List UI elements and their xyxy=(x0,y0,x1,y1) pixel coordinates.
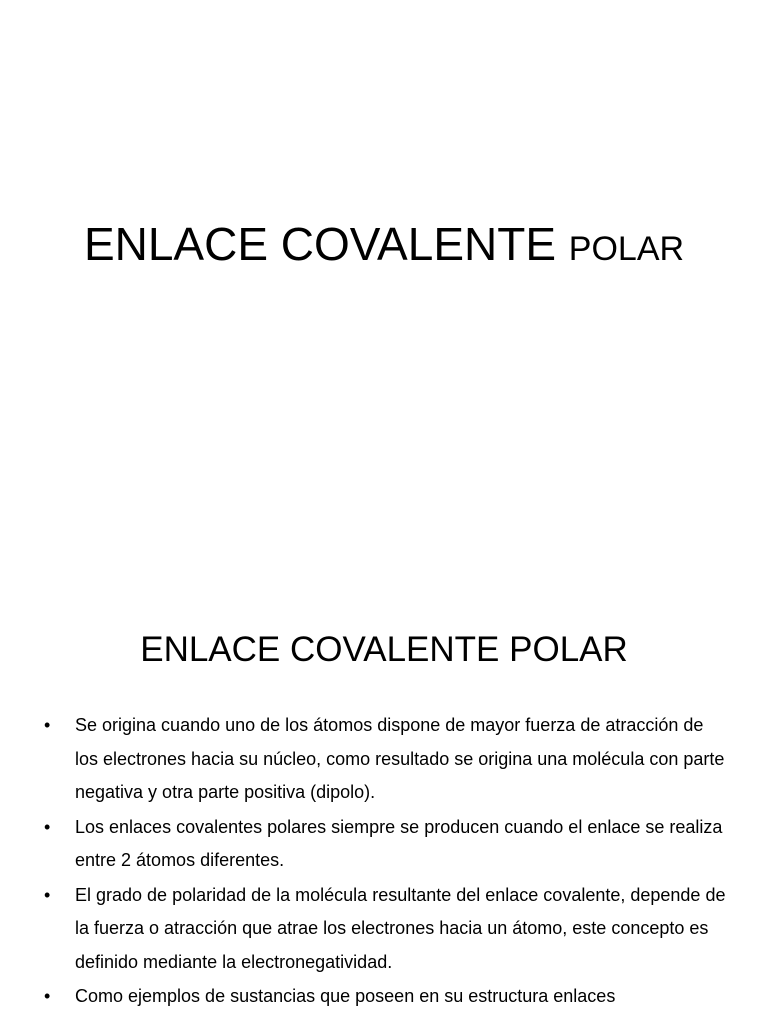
bullet-text: Como ejemplos de sustancias que poseen en su estructura enlaces xyxy=(75,986,616,1006)
bullet-text: Los enlaces covalentes polares siempre se producen cuando el enlace se realiza entre 2 átomos diferentes. xyxy=(75,816,723,870)
bullet-icon: • xyxy=(44,884,51,905)
slide-title: ENLACE COVALENTE POLAR xyxy=(140,630,628,669)
bullet-item xyxy=(0,879,768,980)
bullet-text: El grado de polaridad de la molécula resultante del enlace covalente, depende de la fuerza o atracción que atrae los electrones hacia un átomo, este concepto es definido mediante la electronegatividad. xyxy=(75,884,726,972)
bullet-item xyxy=(0,709,768,810)
slide-title xyxy=(0,214,768,279)
title-small-caps-text: POLAR xyxy=(568,230,685,268)
bullet-text: Se origina cuando uno de los átomos dispone de mayor fuerza de atracción de los electrones hacia su núcleo, como resultado se origina una molécula con parte negativa y otra parte positiva (dipolo). xyxy=(75,715,725,802)
bullet-icon: • xyxy=(44,986,51,1006)
bullet-item xyxy=(0,980,768,1014)
bullet-list xyxy=(0,709,768,1015)
bullet-icon: • xyxy=(44,816,51,837)
bullet-item xyxy=(0,811,768,878)
title-main-text: ENLACE COVALENTE xyxy=(83,218,569,270)
bullet-icon: • xyxy=(44,715,51,735)
slide-2 xyxy=(0,576,768,1024)
